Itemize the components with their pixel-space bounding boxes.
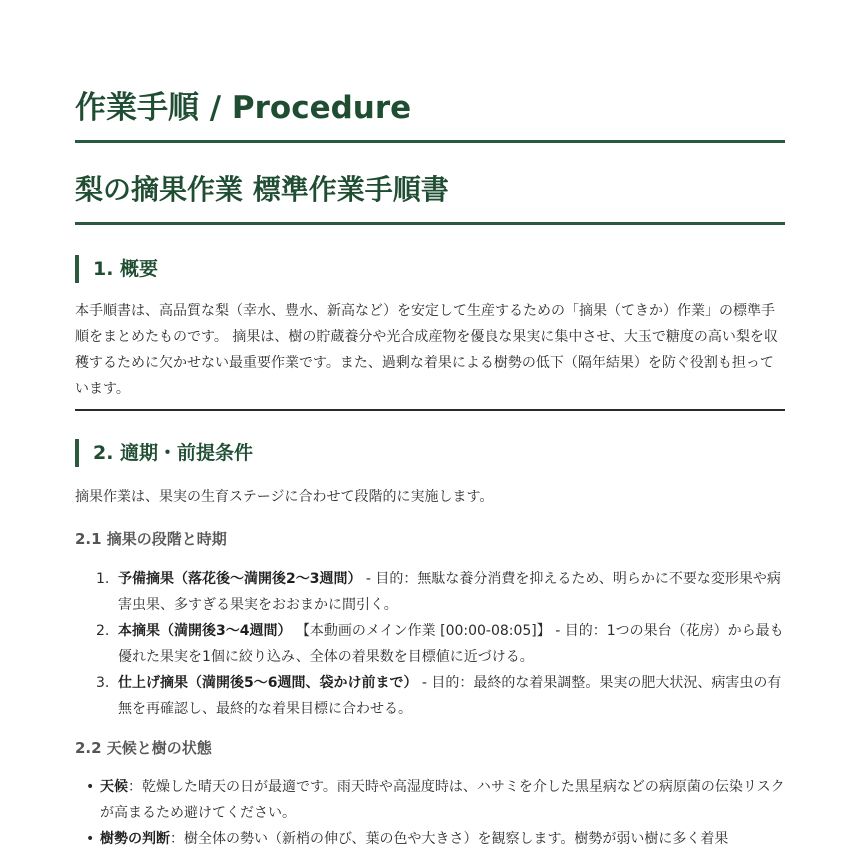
section-1-heading: 1. 概要 (75, 255, 793, 283)
page-title: 作業手順 / Procedure (75, 86, 785, 143)
list-number: 1. (96, 571, 110, 587)
item-text: ：乾燥した晴天の日が最適です。雨天時や高湿度時は、ハサミを介した黒星病などの病原菌の伝染リスクが高まるため避けてください。 (100, 779, 785, 821)
item-label: 樹勢の判断 (100, 831, 170, 847)
list-number: 2. (96, 623, 110, 639)
section-divider (75, 409, 785, 411)
subsection-2-2-heading: 2.2 天候と樹の状態 (75, 739, 212, 757)
item-text: ：樹全体の勢い（新梢の伸び、葉の色や大きさ）を観察します。樹勢が弱い樹に多く着果 (170, 831, 729, 847)
bullet-icon: • (86, 831, 95, 847)
subsection-2-1-heading: 2.1 摘果の段階と時期 (75, 530, 227, 548)
item-label: 仕上げ摘果（満開後5～6週間、袋かけ前まで） (118, 675, 418, 691)
list-item (86, 826, 786, 852)
list-item (96, 618, 786, 670)
document-title: 梨の摘果作業 標準作業手順書 (75, 168, 785, 225)
list-item (86, 774, 786, 826)
list-item (96, 670, 786, 722)
list-number: 3. (96, 675, 110, 691)
section-2-intro: 摘果作業は、果実の生育ステージに合わせて段階的に実施します。 (75, 489, 494, 505)
item-text: 【本動画のメイン作業 [00:00-08:05]】 - 目的：1つの果台（花房）から最も優れた果実を1個に絞り込み、全体の着果数を目標値に近づける。 (118, 623, 784, 665)
item-text: - 目的：無駄な養分消費を抑えるため、明らかに不要な変形果や病害虫果、多すぎる果実をおおまかに間引く。 (118, 571, 781, 613)
section-1-body: 本手順書は、高品質な梨（幸水、豊水、新高など）を安定して生産するための「摘果（てきか）作業」の標準手順をまとめたものです。 摘果は、樹の貯蔵養分や光合成産物を優良な果実に集中させ、大玉で糖度の高い梨を収穫するために欠かせない最重要作業です。また、過剰な着果による樹勢の低下（隔年結果）を防ぐ役割も担っています。 (75, 303, 778, 397)
section-2-heading: 2. 適期・前提条件 (75, 439, 793, 467)
item-label: 天候 (100, 779, 128, 795)
bullet-icon: • (86, 779, 95, 795)
list-item (96, 566, 786, 618)
item-label: 本摘果（満開後3～4週間） (118, 623, 292, 639)
condition-list (86, 774, 786, 852)
stage-list (96, 566, 786, 722)
item-label: 予備摘果（落花後～満開後2～3週間） (118, 571, 362, 587)
item-text: - 目的：最終的な着果調整。果実の肥大状況、病害虫の有無を再確認し、最終的な着果目標に合わせる。 (118, 675, 782, 717)
